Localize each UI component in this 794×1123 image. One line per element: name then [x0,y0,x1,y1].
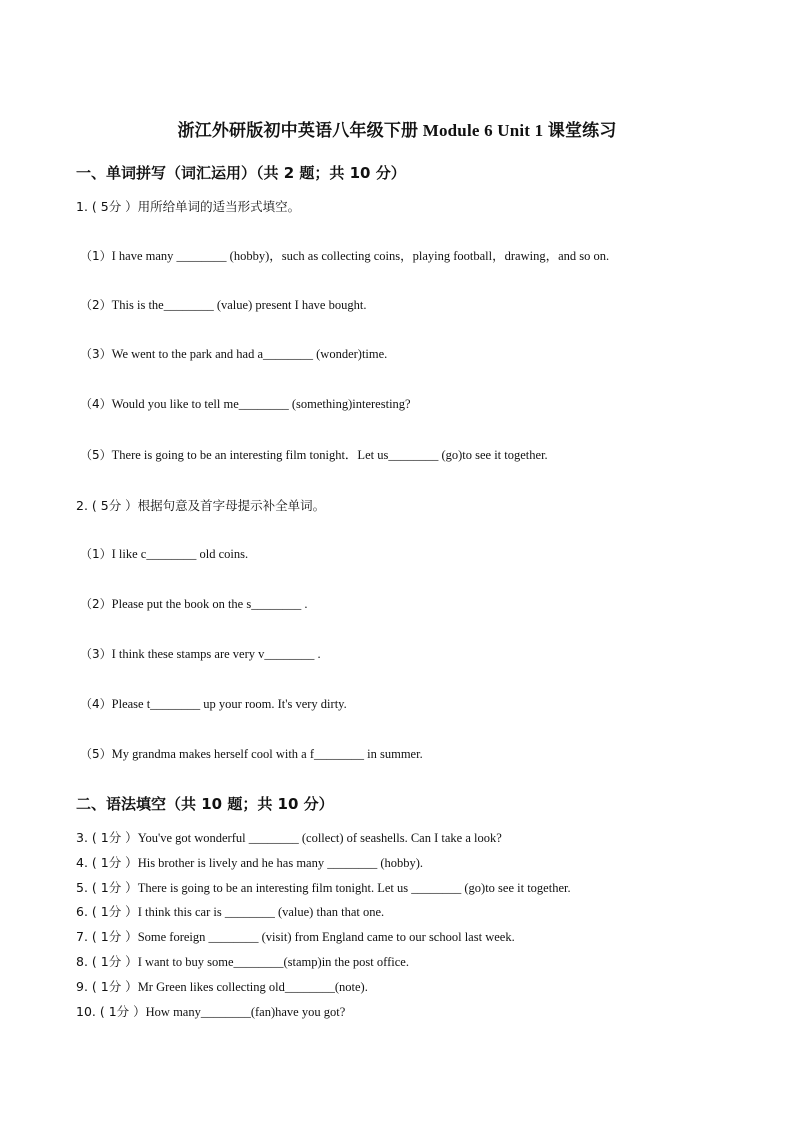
item-number: （5） [80,747,112,761]
item-text: We went to the park and had a________ (wonder)time. [111,347,388,361]
item-text: This is the________ (value) present I have bought. [111,298,367,312]
item-number: （4） [80,397,112,411]
question-text: How many________(fan)have you got? [145,1005,346,1019]
question-text: Some foreign ________ (visit) from England came to our school last week. [137,930,515,944]
question-head: 10. ( 1分 ） [76,1004,146,1019]
question-head: 5. ( 1分 ） [76,880,138,895]
question-2-item-5 [80,745,423,762]
question-1-item-3 [80,345,387,362]
item-text: My grandma makes herself cool with a f________ in summer. [111,747,423,761]
question-1-item-4 [80,395,411,412]
question-head: 3. ( 1分 ） [76,830,138,845]
item-number: （3） [80,347,112,361]
item-number: （1） [80,249,112,263]
question-text: You've got wonderful ________ (collect) of seashells. Can I take a look? [137,831,502,845]
question-1-head: 1. ( 5分 ）用所给单词的适当形式填空。 [76,199,301,214]
item-number: （2） [80,298,112,312]
item-text: I have many ________ (hobby)，such as collecting coins，playing football，drawing，and so on. [111,249,610,263]
question-2-item-2 [80,595,307,612]
question-head: 8. ( 1分 ） [76,954,138,969]
question-text: Mr Green likes collecting old________(note). [137,980,368,994]
question-2-item-3 [80,645,321,662]
question-1-item-5 [80,445,548,463]
question-5 [76,878,571,896]
question-1-item-2 [80,296,366,313]
question-head: 4. ( 1分 ） [76,855,138,870]
question-4 [76,853,423,871]
question-10 [76,1002,345,1020]
item-number: （2） [80,597,112,611]
question-3 [76,828,502,846]
question-head: 9. ( 1分 ） [76,979,138,994]
question-2-head: 2. ( 5分 ）根据句意及首字母提示补全单词。 [76,498,326,513]
section-heading-1: 一、单词拼写（词汇运用）（共 2 题；共 10 分） [76,164,406,182]
question-2-item-1 [80,545,248,562]
question-2-item-4 [80,695,347,712]
section-heading-2: 二、语法填空（共 10 题；共 10 分） [76,795,334,813]
item-number: （5） [80,448,112,462]
page-title: 浙江外研版初中英语八年级下册 Module 6 Unit 1 课堂练习 [177,121,617,140]
question-head: 6. ( 1分 ） [76,904,138,919]
item-text: There is going to be an interesting film tonight．Let us________ (go)to see it together. [111,448,548,462]
question-1-item-1 [80,246,609,264]
question-8 [76,952,409,970]
question-7 [76,927,515,945]
item-number: （3） [80,647,112,661]
item-text: I think these stamps are very v________ . [111,647,321,661]
question-9 [76,977,368,995]
item-number: （1） [80,547,112,561]
item-text: Would you like to tell me________ (something)interesting? [111,397,411,411]
item-text: Please t________ up your room. It's very dirty. [111,697,347,711]
question-text: There is going to be an interesting film tonight. Let us ________ (go)to see it together. [137,881,571,895]
question-text: I want to buy some________(stamp)in the post office. [137,955,409,969]
item-text: I like c________ old coins. [111,547,249,561]
question-6 [76,902,384,920]
question-text: I think this car is ________ (value) than that one. [137,905,385,919]
item-text: Please put the book on the s________ . [111,597,308,611]
question-head: 7. ( 1分 ） [76,929,138,944]
item-number: （4） [80,697,112,711]
question-text: His brother is lively and he has many ________ (hobby). [137,856,424,870]
